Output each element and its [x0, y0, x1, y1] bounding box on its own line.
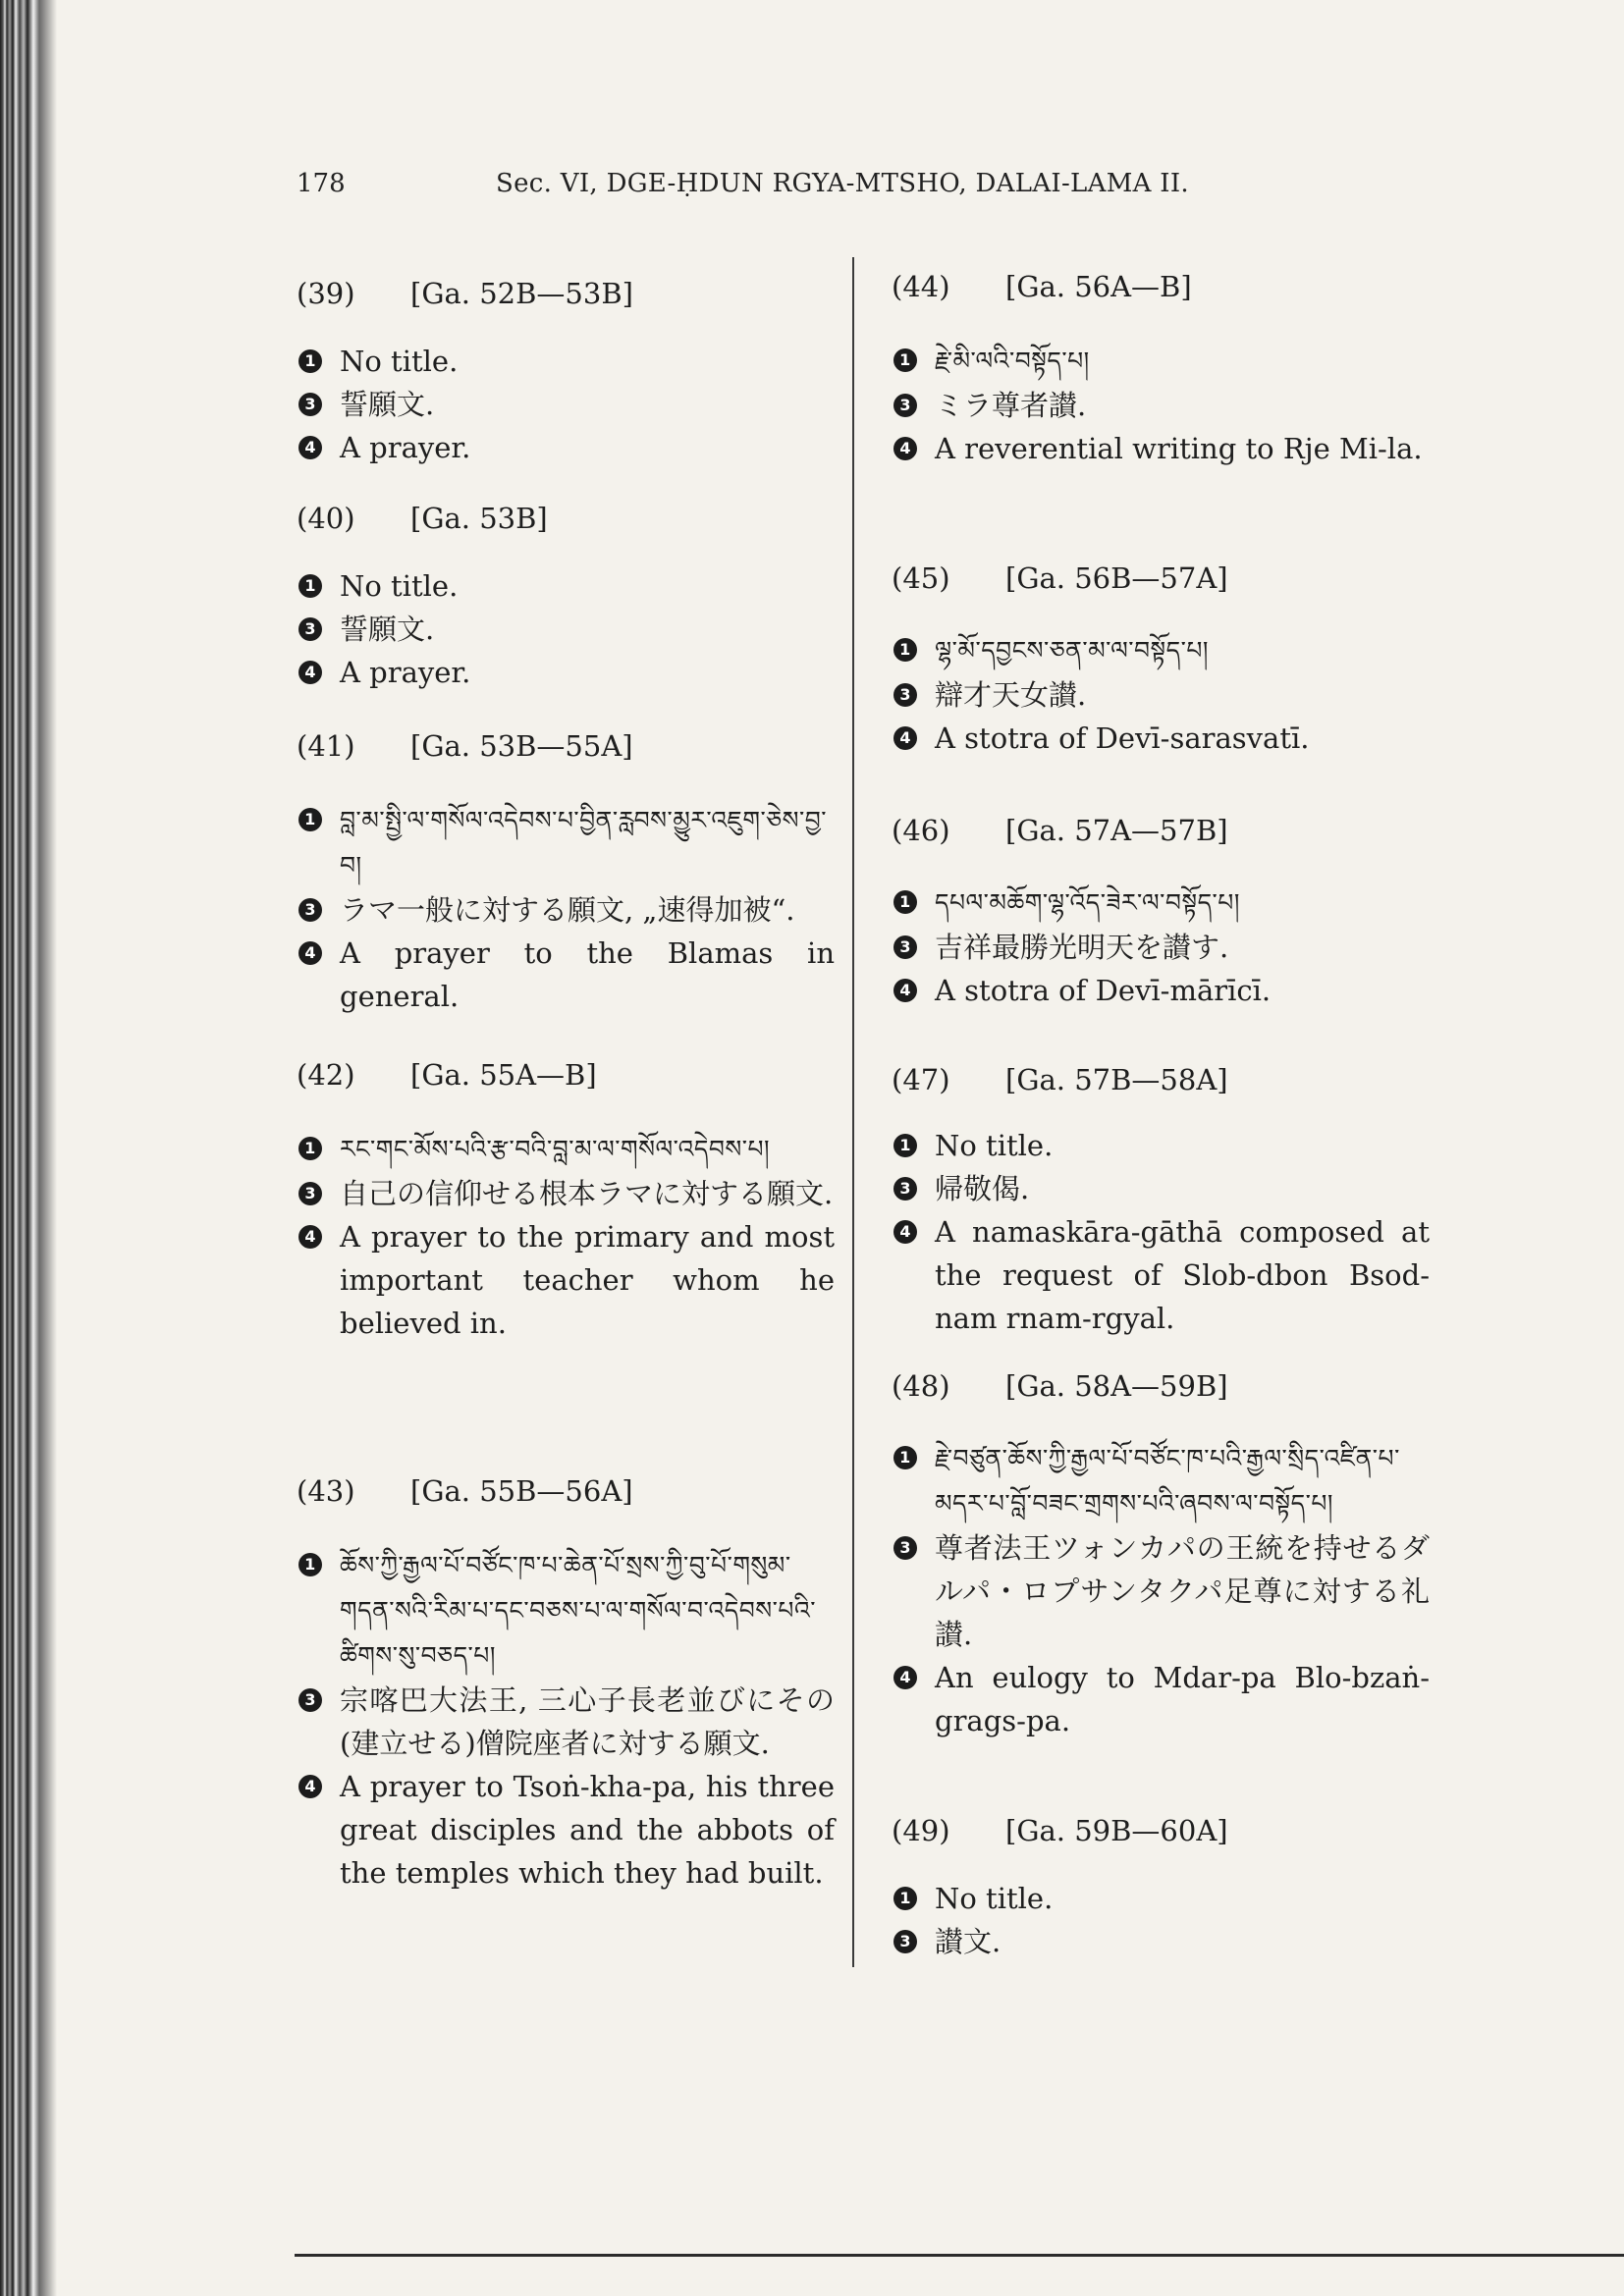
- entry-reference: [Ga. 57A—57B]: [1005, 814, 1228, 847]
- marker-1-icon: 1: [893, 1134, 917, 1157]
- tibetan-title-line: 1 No title.: [297, 564, 835, 608]
- english-title-line: 4 A stotra of Devī-mārīcī.: [892, 969, 1430, 1012]
- entry-39: [297, 277, 835, 469]
- tibetan-title-line: 1 No title.: [297, 340, 835, 383]
- marker-4-icon: 4: [893, 1220, 917, 1244]
- entry-heading: [892, 561, 1430, 607]
- english-title-line: 4 A namaskāra-gāthā composed at the request of Slob-dbon Bsod-nam rnam-rgyal.: [892, 1210, 1430, 1340]
- english-title-line: 4 A stotra of Devī-sarasvatī.: [892, 717, 1430, 760]
- bottom-scan-edge: [295, 2254, 1624, 2257]
- entry-40: [297, 502, 835, 694]
- japanese-title-line: 3 尊者法王ツォンカパの王統を持せるダルパ・ロプサンタクパ足尊に対する礼讃.: [892, 1526, 1430, 1656]
- marker-3-icon: 3: [893, 1536, 917, 1560]
- entry-reference: [Ga. 52B—53B]: [410, 277, 633, 310]
- entry-41: [297, 729, 835, 1018]
- japanese-title-line: 3 ラマ一般に対する願文, „速得加被“.: [297, 888, 835, 932]
- marker-3-icon: 3: [298, 393, 322, 416]
- entry-heading: [297, 1058, 835, 1103]
- marker-4-icon: 4: [298, 1775, 322, 1798]
- marker-1-icon: 1: [893, 1446, 917, 1469]
- marker-1-icon: 1: [298, 574, 322, 598]
- page-number: 178: [297, 169, 346, 198]
- marker-3-icon: 3: [298, 898, 322, 922]
- japanese-title-line: 3 帰敬偈.: [892, 1167, 1430, 1210]
- marker-1-icon: 1: [893, 638, 917, 662]
- page-header: [0, 169, 1624, 208]
- english-title-line: 4 A prayer.: [297, 651, 835, 694]
- tibetan-title-line: 1 ཆོས་ཀྱི་རྒྱལ་པོ་བཙོང་ཁ་པ་ཆེན་པོ་སྲས་ཀྱི་བུ་པོ་གསུམ་གདན་སའི་རིམ་པ་དང་བཅས་པ་ལ་གསོལ་བ་འདེབས་པའི་ཚིགས་སུ་བཅད་པ།: [297, 1543, 835, 1679]
- japanese-title-line: 3 ミラ尊者讃.: [892, 384, 1430, 427]
- entry-reference: [Ga. 59B—60A]: [1005, 1814, 1228, 1847]
- marker-1-icon: 1: [298, 1553, 322, 1576]
- marker-4-icon: 4: [893, 437, 917, 460]
- entry-heading: [297, 729, 835, 774]
- entry-heading: [297, 502, 835, 547]
- english-title-line: 4 An eulogy to Mdar-pa Blo-bzaṅ-grags-pa.: [892, 1656, 1430, 1742]
- book-spine-scan-edge: [0, 0, 57, 2296]
- japanese-title-line: 3 自己の信仰せる根本ラマに対する願文.: [297, 1172, 835, 1215]
- marker-3-icon: 3: [893, 935, 917, 959]
- marker-1-icon: 1: [298, 808, 322, 831]
- marker-3-icon: 3: [893, 1177, 917, 1201]
- japanese-title-line: 3 辯才天女讃.: [892, 673, 1430, 717]
- marker-4-icon: 4: [298, 1225, 322, 1249]
- english-title-line: 4 A prayer.: [297, 426, 835, 469]
- entry-heading: [892, 1814, 1430, 1859]
- marker-3-icon: 3: [893, 394, 917, 417]
- entry-reference: [Ga. 55A—B]: [410, 1058, 597, 1092]
- entry-heading: [297, 1474, 835, 1520]
- tibetan-title-line: 1 བླ་མ་སྤྱི་ལ་གསོལ་འདེབས་པ་བྱིན་རླབས་མྱུར་འཇུག་ཅེས་བྱ་བ།: [297, 798, 835, 888]
- tibetan-title-line: 1 རྗེ་བཙུན་ཆོས་ཀྱི་རྒྱལ་པོ་བཙོང་ཁ་པའི་རྒྱལ་སྲིད་འཛིན་པ་མདར་པ་བློ་བཟང་གྲགས་པའི་ཞབས་ལ་བསྟོད་པ།: [892, 1436, 1430, 1526]
- marker-1-icon: 1: [893, 1887, 917, 1910]
- marker-4-icon: 4: [893, 726, 917, 750]
- entry-reference: [Ga. 55B—56A]: [410, 1474, 633, 1508]
- entry-number: (42): [297, 1058, 355, 1092]
- marker-1-icon: 1: [298, 349, 322, 373]
- entry-number: (41): [297, 729, 355, 763]
- column-divider: [852, 257, 854, 1967]
- running-title: Sec. VI, DGE-ḤDUN RGYA-MTSHO, DALAI-LAMA II.: [496, 169, 1189, 198]
- entry-46: [892, 814, 1430, 1012]
- marker-3-icon: 3: [298, 617, 322, 641]
- entry-48: [892, 1369, 1430, 1742]
- entry-reference: [Ga. 56A—B]: [1005, 270, 1192, 303]
- entry-number: (49): [892, 1814, 950, 1847]
- entry-reference: [Ga. 53B—55A]: [410, 729, 633, 763]
- entry-number: (40): [297, 502, 355, 535]
- japanese-title-line: 3 誓願文.: [297, 608, 835, 651]
- entry-heading: [297, 277, 835, 322]
- japanese-title-line: 3 吉祥最勝光明天を讃す.: [892, 926, 1430, 969]
- english-title-line: 4 A reverential writing to Rje Mi-la.: [892, 427, 1430, 470]
- japanese-title-line: 3 誓願文.: [297, 383, 835, 426]
- entry-number: (46): [892, 814, 950, 847]
- tibetan-title-line: 1 དཔལ་མཆོག་ལྷ་འོད་ཟེར་ལ་བསྟོད་པ།: [892, 881, 1430, 926]
- entry-45: [892, 561, 1430, 760]
- tibetan-title-line: 1 No title.: [892, 1124, 1430, 1167]
- tibetan-title-line: 1 རང་གང་མོས་པའི་རྩ་བའི་བླ་མ་ལ་གསོལ་འདེབས་པ།: [297, 1127, 835, 1172]
- marker-3-icon: 3: [298, 1688, 322, 1712]
- marker-3-icon: 3: [893, 1930, 917, 1953]
- entry-49: [892, 1814, 1430, 1963]
- english-title-line: 4 A prayer to the primary and most important teacher whom he believed in.: [297, 1215, 835, 1345]
- entry-reference: [Ga. 56B—57A]: [1005, 561, 1228, 595]
- marker-4-icon: 4: [298, 941, 322, 965]
- entry-number: (39): [297, 277, 355, 310]
- entry-reference: [Ga. 57B—58A]: [1005, 1063, 1228, 1096]
- tibetan-title-line: 1 No title.: [892, 1877, 1430, 1920]
- english-title-line: 4 A prayer to Tsoṅ-kha-pa, his three great disciples and the abbots of the temples which they had built.: [297, 1765, 835, 1895]
- marker-1-icon: 1: [893, 890, 917, 914]
- entry-43: [297, 1474, 835, 1895]
- entry-number: (47): [892, 1063, 950, 1096]
- marker-4-icon: 4: [893, 1666, 917, 1689]
- marker-4-icon: 4: [298, 661, 322, 684]
- entry-reference: [Ga. 53B]: [410, 502, 548, 535]
- japanese-title-line: 3 讃文.: [892, 1920, 1430, 1963]
- entry-heading: [892, 814, 1430, 859]
- entry-number: (43): [297, 1474, 355, 1508]
- marker-4-icon: 4: [893, 979, 917, 1002]
- entry-heading: [892, 1063, 1430, 1108]
- entry-42: [297, 1058, 835, 1345]
- marker-3-icon: 3: [893, 683, 917, 707]
- tibetan-title-line: 1 ལྷ་མོ་དབྱངས་ཅན་མ་ལ་བསྟོད་པ།: [892, 628, 1430, 673]
- marker-3-icon: 3: [298, 1182, 322, 1205]
- tibetan-title-line: 1 རྗེ་མི་ལའི་བསྟོད་པ།: [892, 339, 1430, 384]
- entry-number: (45): [892, 561, 950, 595]
- japanese-title-line: 3 宗喀巴大法王, 三心子長老並びにその(建立せる)僧院座者に対する願文.: [297, 1679, 835, 1765]
- english-title-line: 4 A prayer to the Blamas in general.: [297, 932, 835, 1018]
- entry-number: (44): [892, 270, 950, 303]
- marker-1-icon: 1: [298, 1137, 322, 1160]
- marker-1-icon: 1: [893, 348, 917, 372]
- entry-44: [892, 270, 1430, 470]
- entry-47: [892, 1063, 1430, 1340]
- marker-4-icon: 4: [298, 436, 322, 459]
- entry-heading: [892, 1369, 1430, 1415]
- entry-reference: [Ga. 58A—59B]: [1005, 1369, 1228, 1403]
- entry-number: (48): [892, 1369, 950, 1403]
- entry-heading: [892, 270, 1430, 315]
